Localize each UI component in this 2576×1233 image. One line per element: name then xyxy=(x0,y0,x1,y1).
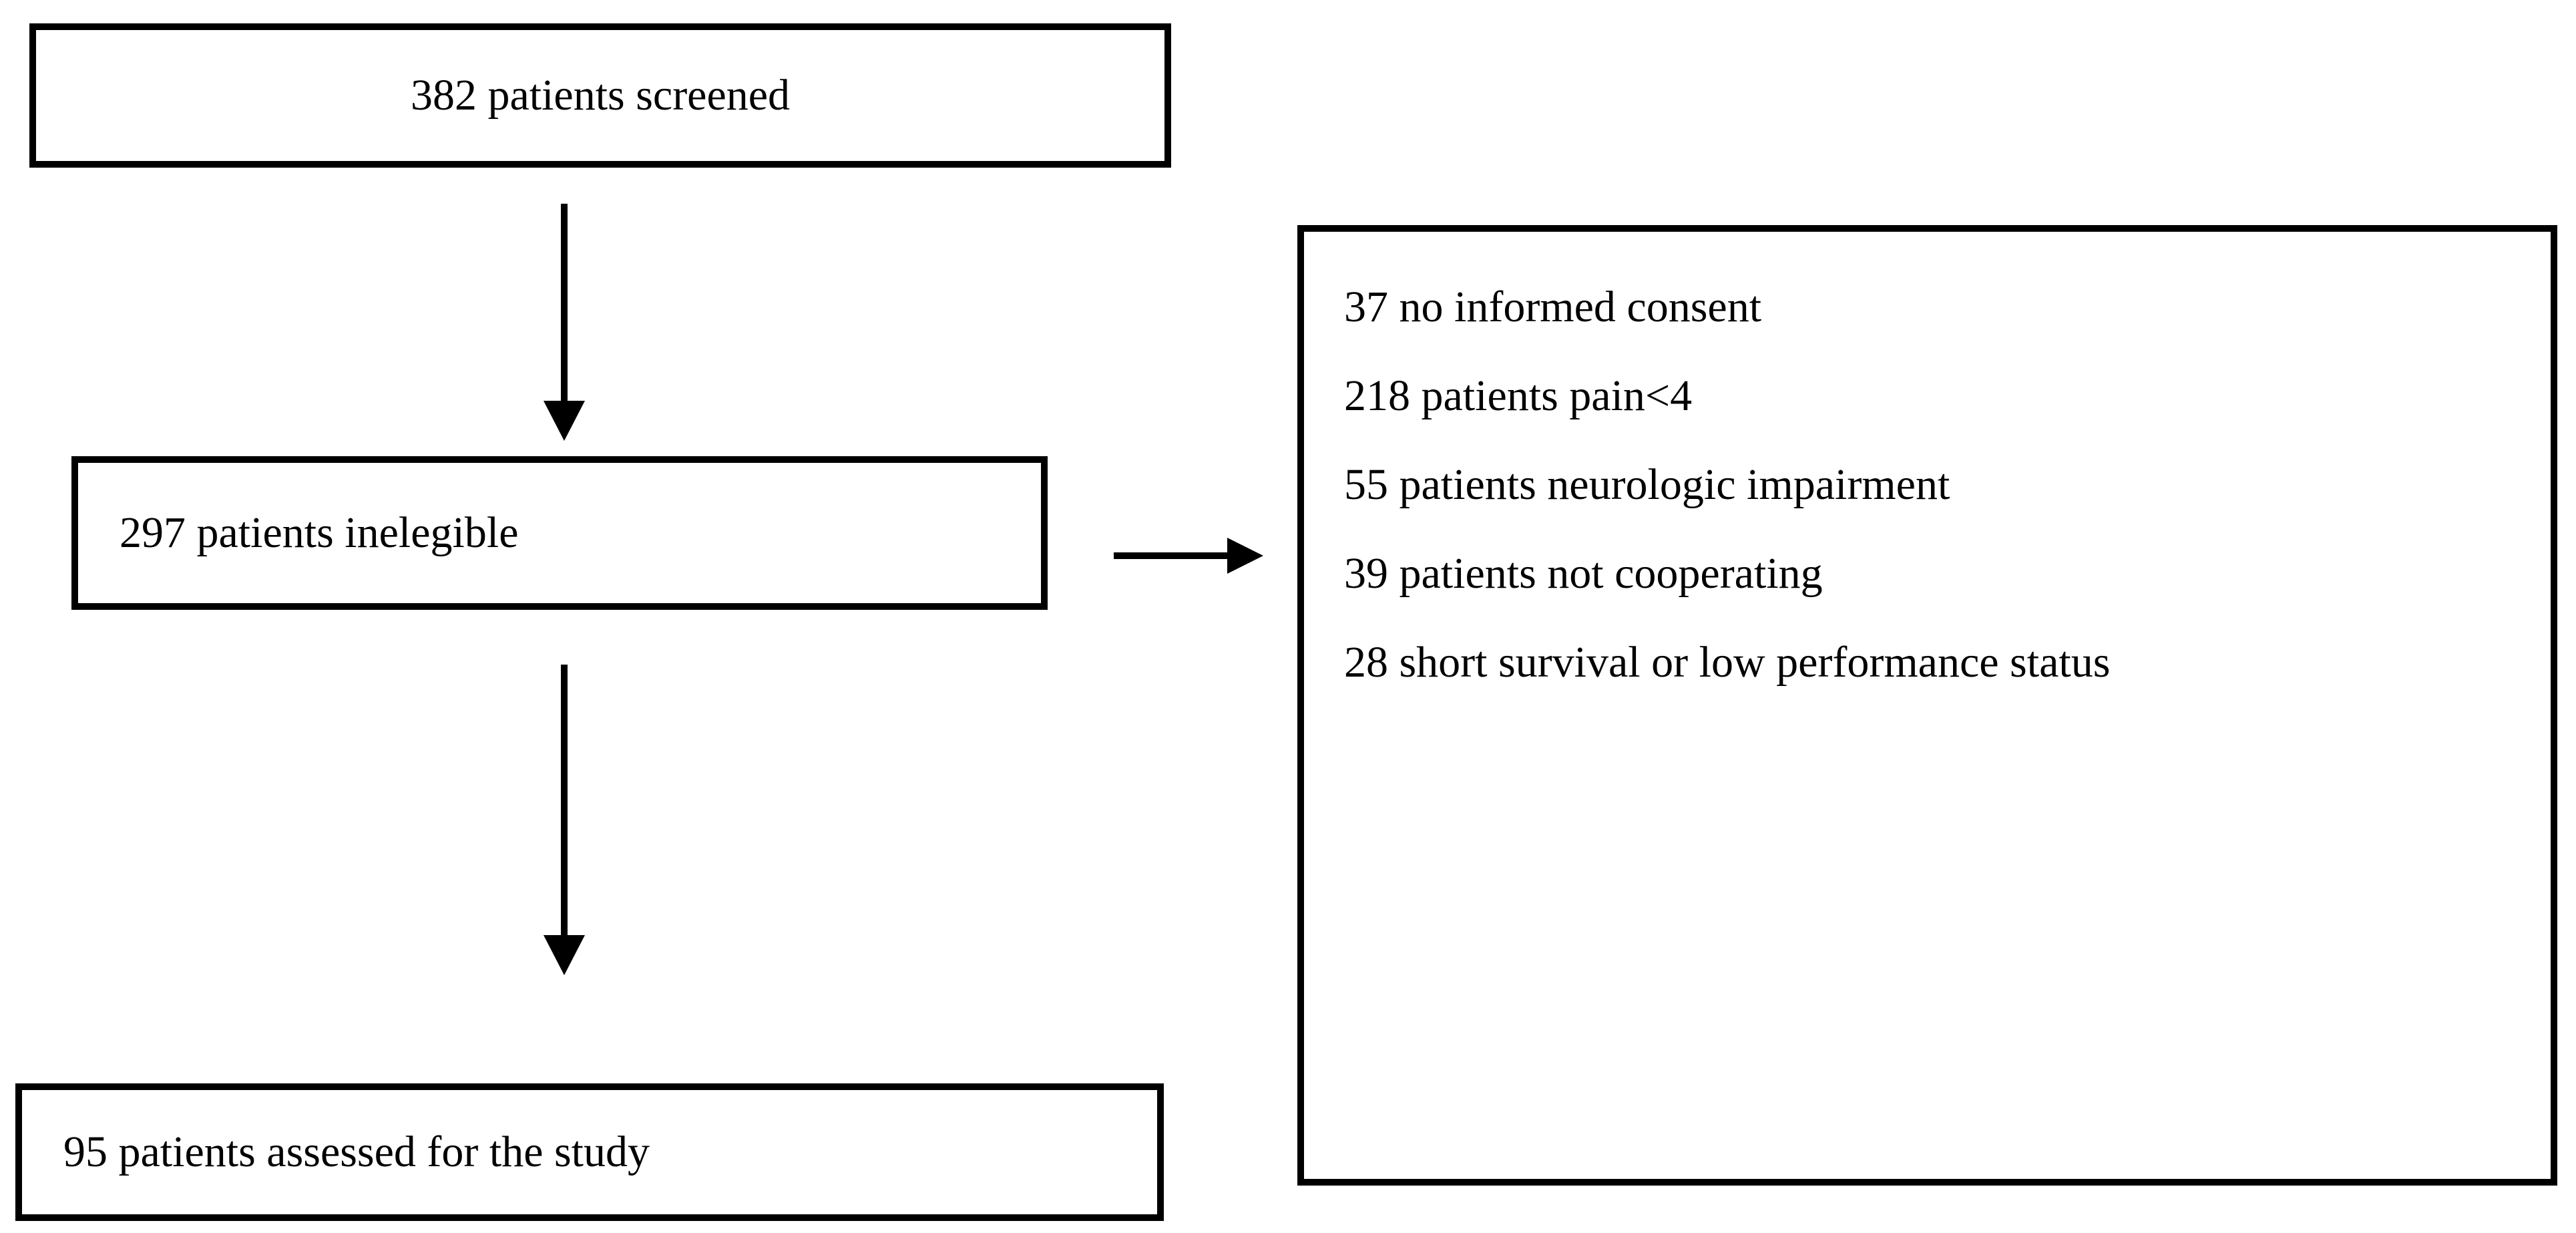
exclusion-reason-no-consent: 37 no informed consent xyxy=(1344,283,1762,331)
box-exclusion-reasons xyxy=(1297,225,2557,1186)
arrow-down-1-head-icon xyxy=(544,401,585,441)
exclusion-reason-short-survival: 28 short survival or low performance status xyxy=(1344,638,2111,687)
patients-screened-label: 382 patients screened xyxy=(410,71,791,120)
patients-assessed-label: 95 patients assessed for the study xyxy=(63,1127,650,1176)
box-patients-ineligible xyxy=(71,456,1048,610)
arrow-down-2-head-icon xyxy=(544,935,585,975)
arrow-down-2-shaft xyxy=(561,665,568,937)
arrow-right-head-icon xyxy=(1227,538,1263,574)
exclusion-reason-not-cooperating: 39 patients not cooperating xyxy=(1344,549,1823,598)
box-patients-assessed xyxy=(15,1083,1164,1221)
box-patients-screened xyxy=(29,23,1171,168)
exclusion-reason-neurologic-impairment: 55 patients neurologic impairment xyxy=(1344,460,1950,509)
arrow-down-1-shaft xyxy=(561,204,568,403)
patients-ineligible-label: 297 patients inelegible xyxy=(120,508,519,557)
exclusion-reason-pain-below-4: 218 patients pain<4 xyxy=(1344,371,1693,420)
arrow-right-shaft xyxy=(1114,552,1231,559)
